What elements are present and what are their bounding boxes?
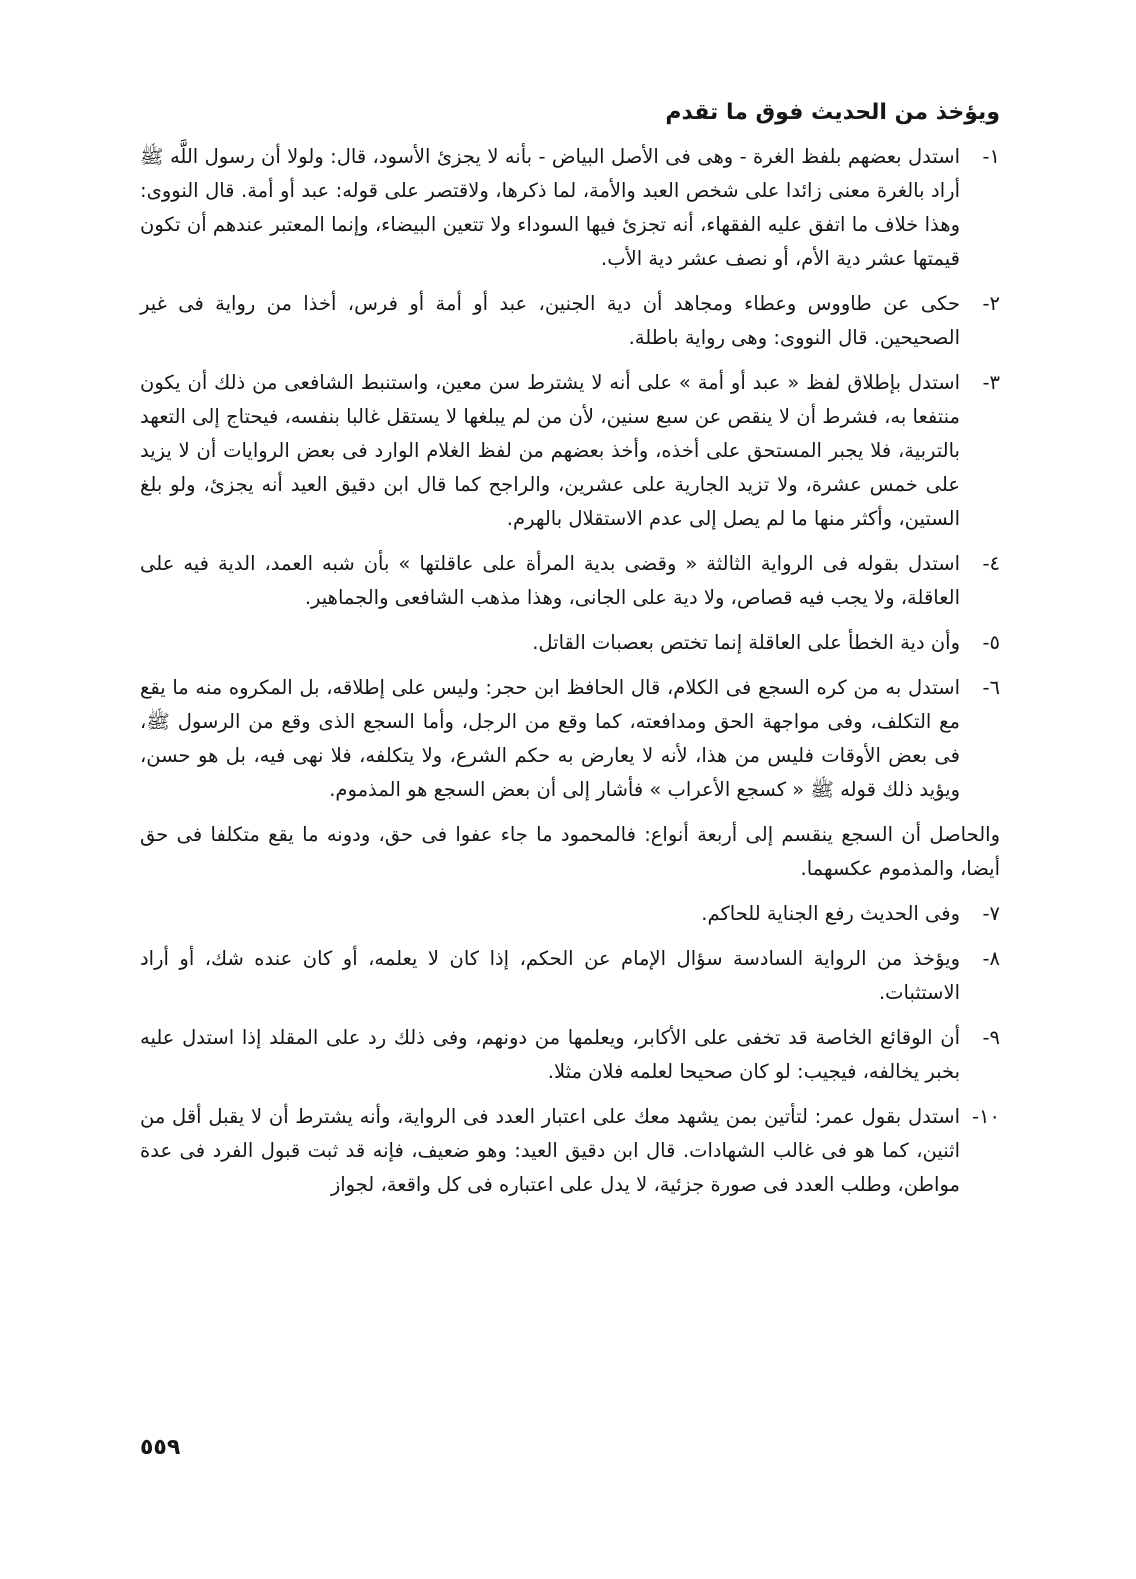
- list-item: [140, 626, 1000, 660]
- item-text: حكى عن طاووس وعطاء ومجاهد أن دية الجنين، عبد أو أمة أو فرس، أخذا من رواية فى غير الصحيحين. قال النووى: وهى رواية باطلة.: [140, 292, 960, 349]
- section-heading: ويؤخذ من الحديث فوق ما تقدم: [665, 100, 1000, 125]
- list-item: [140, 287, 1000, 355]
- item-number: ٨-: [982, 947, 1000, 970]
- item-number: ١٠-: [972, 1105, 1000, 1128]
- list-item: [140, 897, 1000, 931]
- list-item: [140, 942, 1000, 1010]
- item-number: ٣-: [982, 371, 1000, 394]
- item-text: استدل بقوله فى الرواية الثالثة « وقضى بدية المرأة على عاقلتها » بأن شبه العمد، الدية فيه على العاقلة، ولا يجب فيه قصاص، ولا دية على الجانى، وهذا مذهب الشافعى والجماهير.: [140, 552, 960, 609]
- list-item: [140, 140, 1000, 276]
- list-item: [140, 1100, 1000, 1202]
- item-number: ٩-: [982, 1026, 1000, 1049]
- list-item: [140, 547, 1000, 615]
- list-item: [140, 1021, 1000, 1089]
- item-text: ويؤخذ من الرواية السادسة سؤال الإمام عن الحكم، إذا كان لا يعلمه، أو كان عنده شك، أو أراد الاستثبات.: [140, 947, 960, 1004]
- item-text: استدل به من كره السجع فى الكلام، قال الحافظ ابن حجر: وليس على إطلاقه، بل المكروه منه ما يقع مع التكلف، وفى مواجهة الحق ومدافعته، كما وقع من الرجل، وأما السجع الذى وقع من الرسول ﷺ، فى بعض الأوقات فليس من هذا، لأنه لا يعارض به حكم الشرع، ولا يتكلفه، فلا نهى فيه، بل هو حسن، ويؤيد ذلك قوله ﷺ « كسجع الأعراب » فأشار إلى أن بعض السجع هو المذموم.: [140, 676, 960, 801]
- item-text: استدل بقول عمر: لتأتين بمن يشهد معك على اعتبار العدد فى الرواية، وأنه يشترط أن لا يقبل أقل من اثنين، كما هو فى غالب الشهادات. قال ابن دقيق العيد: وهو ضعيف، فإنه قد ثبت قبول الفرد فى عدة مواطن، وطلب العدد فى صورة جزئية، لا يدل على اعتباره فى كل واقعة، لجواز: [140, 1105, 960, 1196]
- item-text: وأن دية الخطأ على العاقلة إنما تختص بعصبات القاتل.: [532, 631, 960, 654]
- item-text: أن الوقائع الخاصة قد تخفى على الأكابر، ويعلمها من دونهم، وفى ذلك رد على المقلد إذا استدل عليه بخبر يخالفه، فيجيب: لو كان صحيحا لعلمه فلان مثلا.: [140, 1026, 960, 1083]
- item-number: ٧-: [982, 902, 1000, 925]
- item-number: ٤-: [982, 552, 1000, 575]
- page-number: ٥٥٩: [140, 1435, 181, 1460]
- item-text: وفى الحديث رفع الجناية للحاكم.: [701, 902, 960, 925]
- page-body: [140, 98, 1000, 1213]
- item-text: استدل بعضهم بلفظ الغرة - وهى فى الأصل البياض - بأنه لا يجزئ الأسود، قال: ولولا أن رسول اللَّه ﷺ أراد بالغرة معنى زائدا على شخص العبد والأمة، لما ذكرها، ولاقتصر على قوله: عبد أو أمة. قال النووى: وهذا خلاف ما اتفق عليه الفقهاء، أنه تجزئ فيها السوداء ولا تتعين البيضاء، وإنما المعتبر عندهم أن تكون قيمتها عشر دية الأم، أو نصف عشر دية الأب.: [140, 145, 960, 270]
- item-number: ١-: [982, 145, 1000, 168]
- item-number: ٥-: [982, 631, 1000, 654]
- item-text: استدل بإطلاق لفظ « عبد أو أمة » على أنه لا يشترط سن معين، واستنبط الشافعى من ذلك أن يكون منتفعا به، فشرط أن لا ينقص عن سبع سنين، لأن من لم يبلغها لا يستقل غالبا بنفسه، فيحتاج إلى التعهد بالتربية، فلا يجبر المستحق على أخذه، وأخذ بعضهم من لفظ الغلام الوارد فى بعض الروايات أن لا يزيد على خمس عشرة، ولا تزيد الجارية على عشرين، والراجح كما قال ابن دقيق العيد أنه يجزئ، ولو بلغ الستين، وأكثر منها ما لم يصل إلى عدم الاستقلال بالهرم.: [140, 371, 960, 530]
- item-number: ٢-: [982, 292, 1000, 315]
- list-item: [140, 366, 1000, 536]
- item-number: ٦-: [982, 676, 1000, 699]
- summary-paragraph: والحاصل أن السجع ينقسم إلى أربعة أنواع: فالمحمود ما جاء عفوا فى حق، ودونه ما يقع متكلفا فى حق أيضا، والمذموم عكسهما.: [140, 823, 1000, 880]
- list-item: [140, 671, 1000, 807]
